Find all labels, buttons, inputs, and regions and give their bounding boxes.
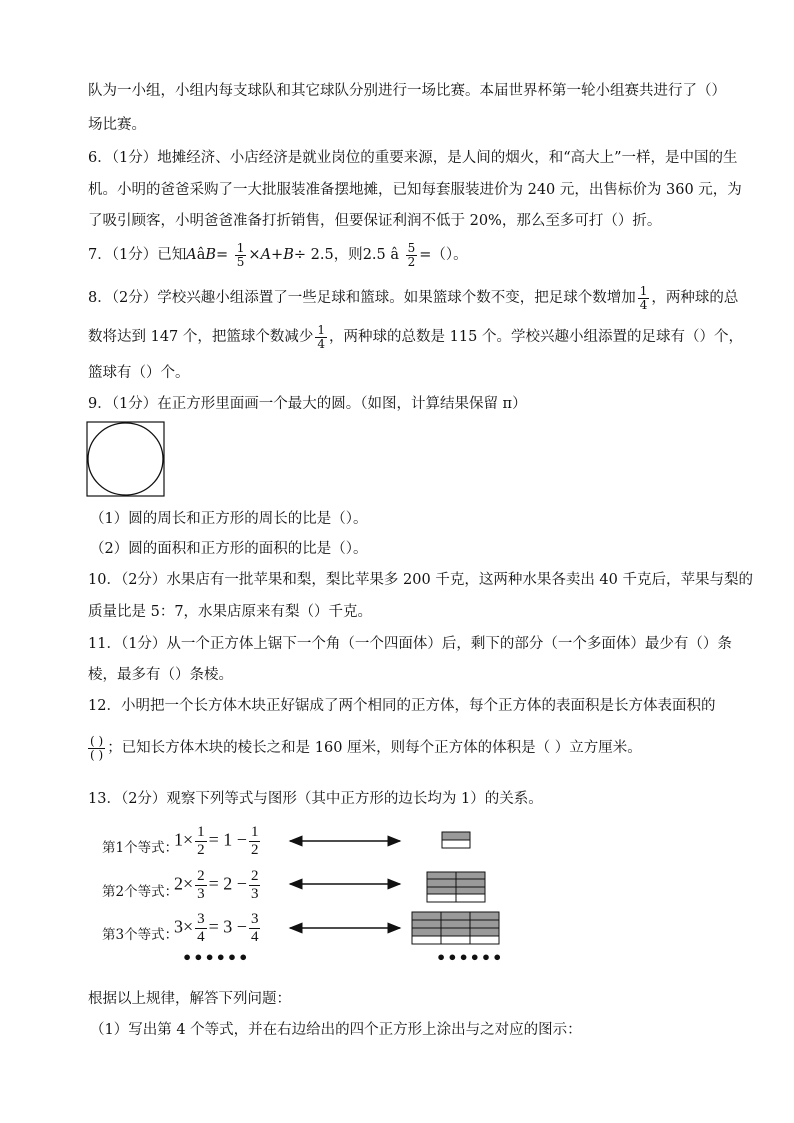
- eq2-f2-num: 2: [250, 868, 259, 884]
- question-7: [88, 240, 468, 270]
- q12-text-b: ；已知长方体木块的棱长之和是 160 厘米，则每个正方体的体积是（ ）立方厘米。: [107, 740, 642, 756]
- text-line: 了吸引顾客，小明爸爸准备打折销售，但要保证利润不低于 20%，那么至多可打（）折。: [88, 213, 662, 229]
- q7-then: ，则: [333, 247, 363, 263]
- q8-frac-1: [638, 285, 650, 312]
- text-line: 棱，最多有（）条棱。: [88, 667, 233, 683]
- question-13: 13．（2分）观察下列等式与图形（其中正方形的边长均为 1）的关系。: [88, 791, 543, 807]
- q8-text-a: 8．（2分）学校兴趣小组添置了一些足球和篮球。如果篮球个数不变，把足球个数增加: [88, 290, 636, 306]
- text-line: 质量比是 5：7，水果店原来有梨（）千克。: [88, 604, 373, 620]
- eq1-f1-num: 1: [197, 824, 205, 840]
- eq1-frac-1: [195, 824, 207, 859]
- q7-frac-1-num: 1: [236, 240, 245, 255]
- q7-plus: +: [271, 247, 284, 263]
- q7-frac-2-den: 2: [407, 254, 416, 269]
- square-circle-figure: [86, 421, 166, 498]
- eq2-f1-den: 3: [197, 886, 205, 902]
- eq3-f1-den: 4: [197, 929, 205, 945]
- q8-frac-1-den: 4: [639, 297, 648, 312]
- question-8: [88, 283, 738, 313]
- eq3-frac-2: [249, 911, 261, 946]
- eq2-label: 第2个等式：: [102, 884, 179, 900]
- q8-text-d: ，两种球的总数是 115 个。学校兴趣小组添置的足球有（）个，: [329, 329, 743, 345]
- eq1-f2-num: 1: [250, 824, 259, 840]
- text-line: 机。小明的爸爸采购了一大批服装准备摆地摊，已知每套服装进价为 240 元，出售标价为 360 元，为: [88, 182, 742, 198]
- eq1-mid: = 1 −: [208, 829, 247, 850]
- rule-part-1: （1）写出第 4 个等式，并在右边给出的四个正方形上涂出与之对应的图示：: [90, 1022, 582, 1038]
- eq2-left: 2×: [174, 873, 194, 894]
- eq1-frac-2: [249, 824, 261, 859]
- q7-var-b2: B: [283, 247, 294, 263]
- q7-text: 7．（1分）已知: [88, 247, 187, 263]
- q8-text-b: ，两种球的总: [651, 290, 739, 306]
- eq3-f1-num: 3: [197, 911, 205, 927]
- relation-figures: [280, 820, 520, 950]
- q7-op: â: [196, 247, 206, 263]
- q8-frac-2: [315, 324, 327, 351]
- eq1-label: 第1个等式：: [102, 840, 179, 856]
- eq2-mid: = 2 −: [208, 873, 247, 894]
- eq3-mid: = 3 −: [208, 916, 247, 937]
- ellipsis-right: ••••••: [436, 948, 504, 967]
- rule-intro: 根据以上规律，解答下列问题：: [88, 991, 291, 1007]
- eq3-math: [174, 911, 262, 946]
- eq3-f2-num: 3: [250, 911, 259, 927]
- question-11: 11．（1分）从一个正方体上锯下一个角（一个四面体）后，剩下的部分（一个多面体）最少有（）条: [88, 636, 732, 652]
- q7-var-a: A: [186, 247, 197, 263]
- q7-frac-1: [235, 242, 247, 269]
- question-9: 9．（1分）在正方形里面画一个最大的圆。（如图，计算结果保留 π）: [88, 396, 527, 412]
- q7-answer: =（）。: [419, 247, 468, 263]
- question-9-part-2: （2）圆的面积和正方形的面积的比是（）。: [90, 541, 368, 557]
- text-line: 队为一小组，小组内每支球队和其它球队分别进行一场比赛。本届世界杯第一轮小组赛共进行了（）: [88, 83, 726, 99]
- q7-var-a2: A: [260, 247, 272, 263]
- eq2-frac-1: [195, 868, 207, 903]
- eq3-f2-den: 4: [250, 929, 259, 945]
- text-line: 篮球有（）个。: [88, 365, 190, 381]
- eq3-left: 3×: [174, 916, 194, 937]
- circle-shape: [88, 423, 163, 495]
- eq1-f1-den: 2: [197, 842, 205, 858]
- q7-eq: =: [216, 247, 229, 263]
- q8-frac-1-num: 1: [639, 283, 648, 298]
- q8-frac-2-den: 4: [317, 336, 326, 351]
- q7-expr: 2.5 â: [362, 247, 400, 263]
- eq2-f1-num: 2: [197, 868, 205, 884]
- q7-div: ÷ 2.5: [293, 247, 334, 263]
- question-10: 10．（2分）水果店有一批苹果和梨，梨比苹果多 200 千克，这两种水果各卖出 40 千克后，苹果与梨的: [88, 572, 753, 588]
- q12-blank-num: ( ): [90, 733, 104, 748]
- q12-blank-den: ( ): [90, 747, 104, 762]
- q7-var-b: B: [205, 247, 216, 263]
- text-line: 场比赛。: [88, 117, 146, 133]
- eq3-label: 第3个等式：: [102, 927, 179, 943]
- eq2-frac-2: [249, 868, 261, 903]
- q7-frac-2-num: 5: [407, 240, 416, 255]
- eq3-frac-1: [195, 911, 207, 946]
- q8-text-c: 数将达到 147 个，把篮球个数减少: [88, 329, 314, 345]
- eq1-f2-den: 2: [250, 842, 259, 858]
- grid-figure-3: [412, 912, 499, 944]
- q8-frac-2-num: 1: [317, 322, 326, 337]
- q7-frac-2: [406, 242, 418, 269]
- q12-blank-frac: [88, 735, 105, 762]
- ellipsis-left: ••••••: [182, 948, 250, 967]
- q7-frac-1-den: 5: [236, 254, 245, 269]
- grid-figure-1: [442, 832, 470, 848]
- q7-times: ×: [248, 247, 261, 263]
- question-12: 12．小明把一个长方体木块正好锯成了两个相同的正方体，每个正方体的表面积是长方体表面积的: [88, 698, 716, 714]
- grid-figure-2: [427, 872, 485, 902]
- eq2-f2-den: 3: [250, 886, 259, 902]
- eq2-math: [174, 868, 262, 903]
- text-line: [88, 322, 743, 352]
- eq1-math: [174, 824, 262, 859]
- question-6: 6．（1分）地摊经济、小店经济是就业岗位的重要来源，是人间的烟火，和“高大上”一样，是中国的生: [88, 150, 738, 166]
- eq1-left: 1×: [174, 829, 194, 850]
- text-line: [88, 728, 642, 768]
- question-9-part-1: （1）圆的周长和正方形的周长的比是（）。: [90, 511, 368, 527]
